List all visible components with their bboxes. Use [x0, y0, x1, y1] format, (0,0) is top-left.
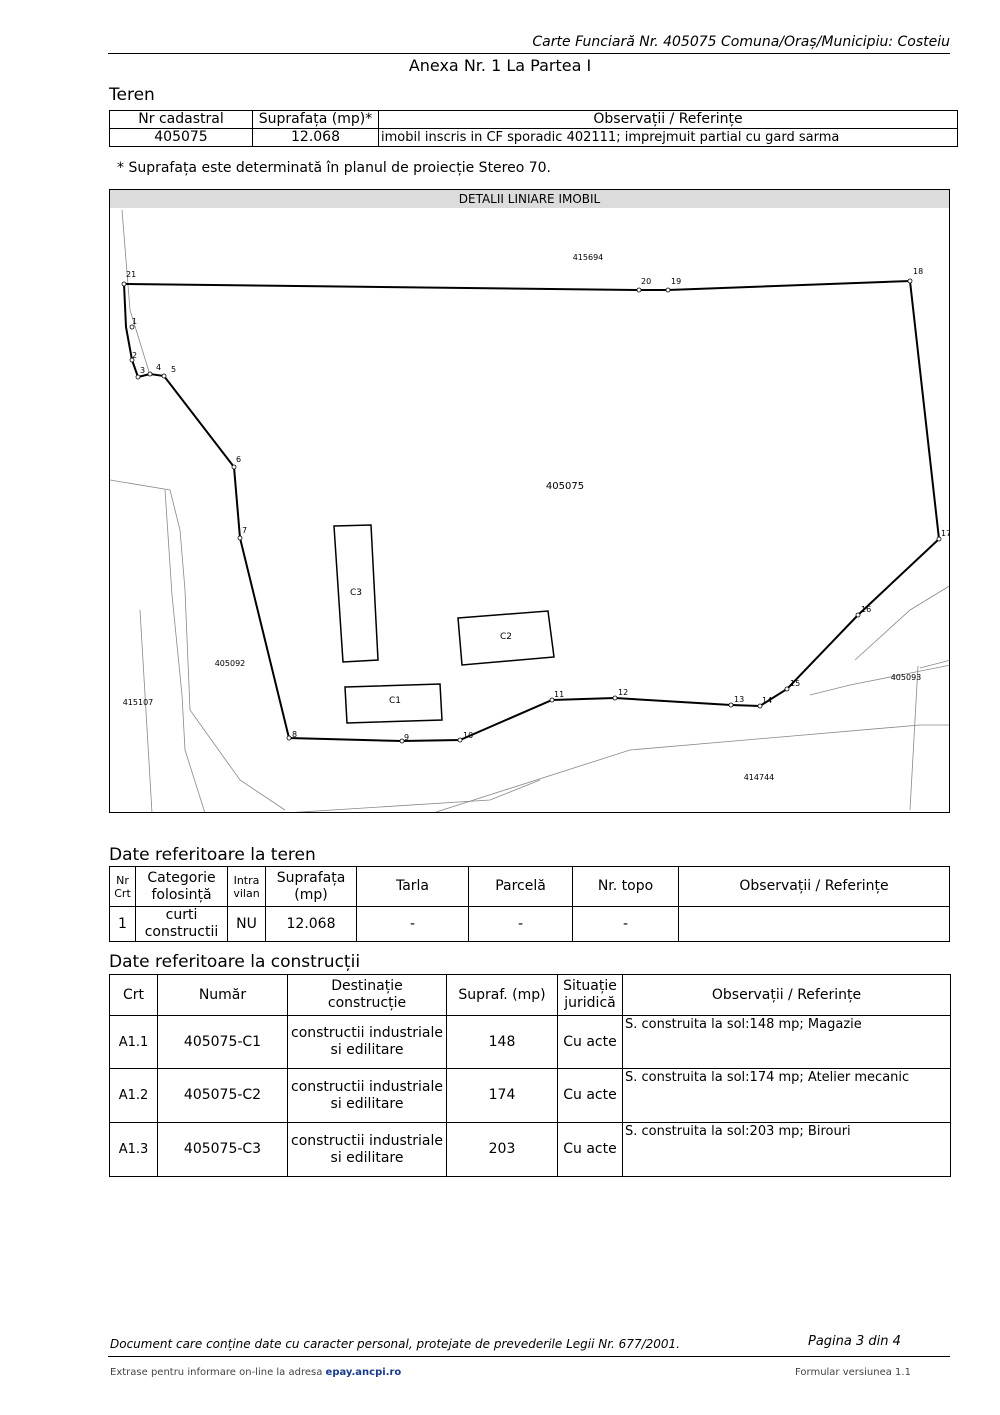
cell-observatii: [679, 907, 950, 942]
cell-situatie: Cu acte: [558, 1069, 623, 1123]
vertex-label: 5: [171, 365, 177, 374]
cell-destinatie: constructii industriale si edilitare: [288, 1069, 447, 1123]
vertex-label: 2: [132, 351, 138, 360]
vertex-label: 3: [140, 366, 146, 375]
cell-suprafata: 174: [447, 1069, 558, 1123]
parcel-boundary: [124, 281, 939, 741]
form-version: Formular versiunea 1.1: [795, 1367, 911, 1378]
header-nr-topo: Nr. topo: [573, 867, 679, 907]
vertex-marker: [666, 288, 670, 292]
header-parcela: Parcelă: [469, 867, 573, 907]
cell-crt: A1.1: [110, 1016, 158, 1069]
cell-destinatie: constructii industriale si edilitare: [288, 1016, 447, 1069]
cell-destinatie: constructii industriale si edilitare: [288, 1123, 447, 1177]
vertex-label: 19: [671, 277, 682, 286]
cell-crt: A1.3: [110, 1123, 158, 1177]
vertex-label: 18: [913, 267, 924, 276]
neighbor-label: 405093: [890, 673, 922, 682]
epay-link[interactable]: epay.ancpi.ro: [325, 1367, 402, 1378]
document-header-title: Carte Funciară Nr. 405075 Comuna/Oraș/Municipiu: Costeiu: [532, 34, 950, 50]
privacy-disclaimer: Document care conține date cu caracter personal, protejate de prevederile Legii Nr. 677/2001.: [110, 1337, 680, 1351]
vertex-marker: [232, 465, 236, 469]
vertex-label: 11: [554, 690, 565, 699]
header-destinatie: Destinație construcție: [288, 975, 447, 1016]
vertex-marker: [613, 696, 617, 700]
vertex-label: 6: [236, 455, 242, 464]
header-observatii: Observații / Referințe: [379, 111, 958, 129]
vertex-marker: [458, 738, 462, 742]
date-teren-header: [110, 867, 950, 907]
map-title-bar: DETALII LINIARE IMOBIL: [110, 190, 949, 208]
cell-suprafata: 12.068: [253, 129, 379, 147]
date-teren-section-title: Date referitoare la teren: [109, 845, 316, 865]
vertex-label: 1: [132, 317, 138, 326]
cell-observatii: S. construita la sol:203 mp; Birouri: [623, 1123, 951, 1177]
page-number: Pagina 3 din 4: [808, 1334, 901, 1349]
header-divider: [108, 53, 950, 54]
vertex-marker: [856, 613, 860, 617]
date-constructii-section-title: Date referitoare la construcții: [109, 952, 361, 972]
extract-info: [110, 1367, 401, 1378]
vertex-label: 16: [861, 605, 872, 614]
cell-numar: 405075-C2: [158, 1069, 288, 1123]
annex-title: Anexa Nr. 1 La Partea I: [408, 56, 592, 75]
header-suprafata: Suprafața (mp): [266, 867, 357, 907]
cell-observatii: S. construita la sol:148 mp; Magazie: [623, 1016, 951, 1069]
neighbor-label: 415694: [572, 253, 604, 262]
header-suprafata: Supraf. (mp): [447, 975, 558, 1016]
cell-nr-cadastral: 405075: [110, 129, 253, 147]
footer-divider: [108, 1356, 950, 1357]
neighbor-label: 415107: [122, 698, 154, 707]
header-observatii: Observații / Referințe: [679, 867, 950, 907]
vertex-marker: [729, 703, 733, 707]
teren-section-title: Teren: [109, 85, 155, 105]
cell-categorie: curti constructii: [136, 907, 228, 942]
cell-suprafata: 148: [447, 1016, 558, 1069]
building-outlines: [334, 525, 554, 723]
header-intravilan: Intra vilan: [228, 867, 266, 907]
header-tarla: Tarla: [357, 867, 469, 907]
map-drawing: [110, 190, 950, 813]
cell-situatie: Cu acte: [558, 1123, 623, 1177]
cadastral-map: [109, 189, 950, 813]
vertex-label: 9: [404, 733, 410, 742]
header-nr-crt: Nr Crt: [110, 867, 136, 907]
cell-suprafata: 12.068: [266, 907, 357, 942]
cell-observatii: imobil inscris in CF sporadic 402111; imprejmuit partial cu gard sarma: [379, 129, 958, 147]
vertex-label: 17: [941, 529, 951, 538]
table-row: [110, 907, 950, 942]
teren-table: [109, 110, 958, 147]
cell-crt: A1.2: [110, 1069, 158, 1123]
vertex-label: 10: [463, 731, 474, 740]
neighbor-boundaries: [110, 210, 950, 813]
cell-nr-crt: 1: [110, 907, 136, 942]
header-crt: Crt: [110, 975, 158, 1016]
table-row: [110, 129, 958, 147]
vertex-label: 20: [641, 277, 652, 286]
cell-numar: 405075-C3: [158, 1123, 288, 1177]
vertex-marker: [238, 536, 242, 540]
date-constructii-header: [110, 975, 951, 1016]
building-label: C2: [499, 632, 513, 642]
parcel-label: 405075: [545, 481, 585, 492]
building-label: C3: [349, 588, 363, 598]
date-constructii-table: [109, 974, 951, 1177]
cell-tarla: -: [357, 907, 469, 942]
vertex-marker: [785, 687, 789, 691]
cell-numar: 405075-C1: [158, 1016, 288, 1069]
table-row: [110, 1016, 951, 1069]
vertex-label: 12: [618, 688, 629, 697]
vertex-marker: [162, 374, 166, 378]
cell-nr-topo: -: [573, 907, 679, 942]
cell-parcela: -: [469, 907, 573, 942]
vertex-marker: [287, 736, 291, 740]
vertex-label: 4: [156, 363, 162, 372]
header-nr-cadastral: Nr cadastral: [110, 111, 253, 129]
vertex-label: 13: [734, 695, 745, 704]
vertex-label: 21: [126, 270, 137, 279]
neighbor-label: 405092: [214, 659, 246, 668]
header-observatii: Observații / Referințe: [623, 975, 951, 1016]
table-row: [110, 1123, 951, 1177]
vertex-label: 15: [790, 679, 801, 688]
neighbor-label: 414744: [743, 773, 775, 782]
header-numar: Număr: [158, 975, 288, 1016]
vertex-label: 7: [242, 526, 248, 535]
vertex-marker: [148, 372, 152, 376]
header-categorie: Categorie folosință: [136, 867, 228, 907]
cell-intravilan: NU: [228, 907, 266, 942]
cell-suprafata: 203: [447, 1123, 558, 1177]
vertex-marker: [637, 288, 641, 292]
vertex-label: 8: [292, 730, 298, 739]
header-situatie: Situație juridică: [558, 975, 623, 1016]
cell-observatii: S. construita la sol:174 mp; Atelier mecanic: [623, 1069, 951, 1123]
date-teren-table: [109, 866, 950, 942]
building-label: C1: [388, 696, 402, 706]
teren-table-header: [110, 111, 958, 129]
vertex-marker: [908, 279, 912, 283]
table-row: [110, 1069, 951, 1123]
surface-note: * Suprafața este determinată în planul de proiecție Stereo 70.: [117, 160, 552, 176]
vertex-marker: [136, 375, 140, 379]
extract-prefix: Extrase pentru informare on-line la adresa: [110, 1367, 326, 1378]
cell-situatie: Cu acte: [558, 1016, 623, 1069]
vertex-marker: [122, 282, 126, 286]
header-suprafata: Suprafața (mp)*: [253, 111, 379, 129]
vertex-label: 14: [762, 696, 773, 705]
